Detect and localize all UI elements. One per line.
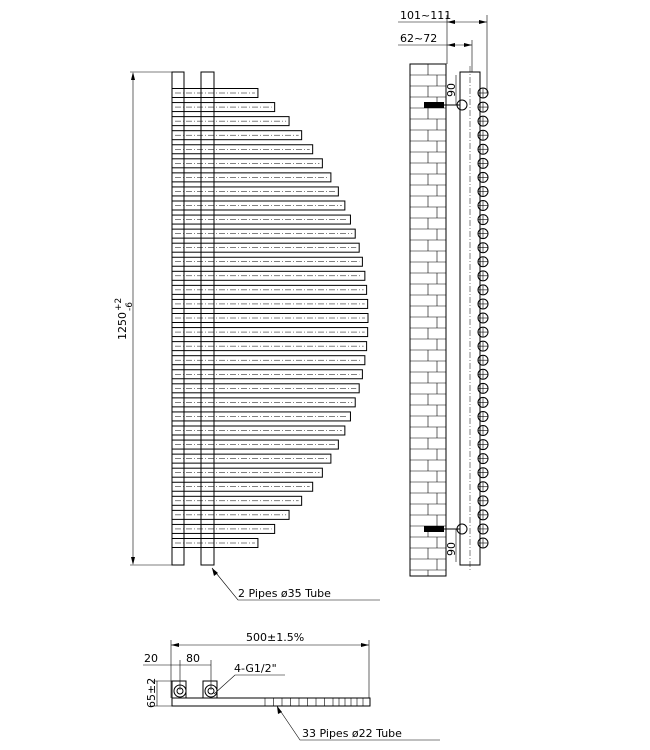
offset-dim: 20 (144, 652, 158, 665)
connection-label: 4-G1/2" (234, 662, 277, 675)
tube-bundle (172, 698, 370, 706)
depth-inner-dim: 62~72 (400, 32, 438, 45)
dim-90-top: 90 (445, 83, 458, 97)
front-view (114, 72, 380, 600)
top-view (143, 631, 440, 740)
svg-text:1250: 1250 (116, 312, 129, 340)
depth-outer-dim: 101~111 (400, 9, 452, 22)
width-dim: 500±1.5% (246, 631, 305, 644)
tubes-label: 33 Pipes ø22 Tube (302, 727, 402, 740)
connection-leader (214, 675, 285, 694)
dim-90-bottom: 90 (445, 542, 458, 556)
pipe-spacing-dim: 80 (186, 652, 200, 665)
pipes-label: 2 Pipes ø35 Tube (238, 587, 331, 600)
brick-wall (410, 64, 446, 576)
svg-text:+2: +2 (114, 297, 124, 311)
height-dimension (114, 298, 135, 340)
side-view (398, 9, 488, 576)
tube-ticks (265, 698, 363, 706)
svg-text:-6: -6 (125, 302, 135, 311)
height-65-dim: 65±2 (145, 677, 158, 708)
leader-arrow (212, 568, 218, 576)
